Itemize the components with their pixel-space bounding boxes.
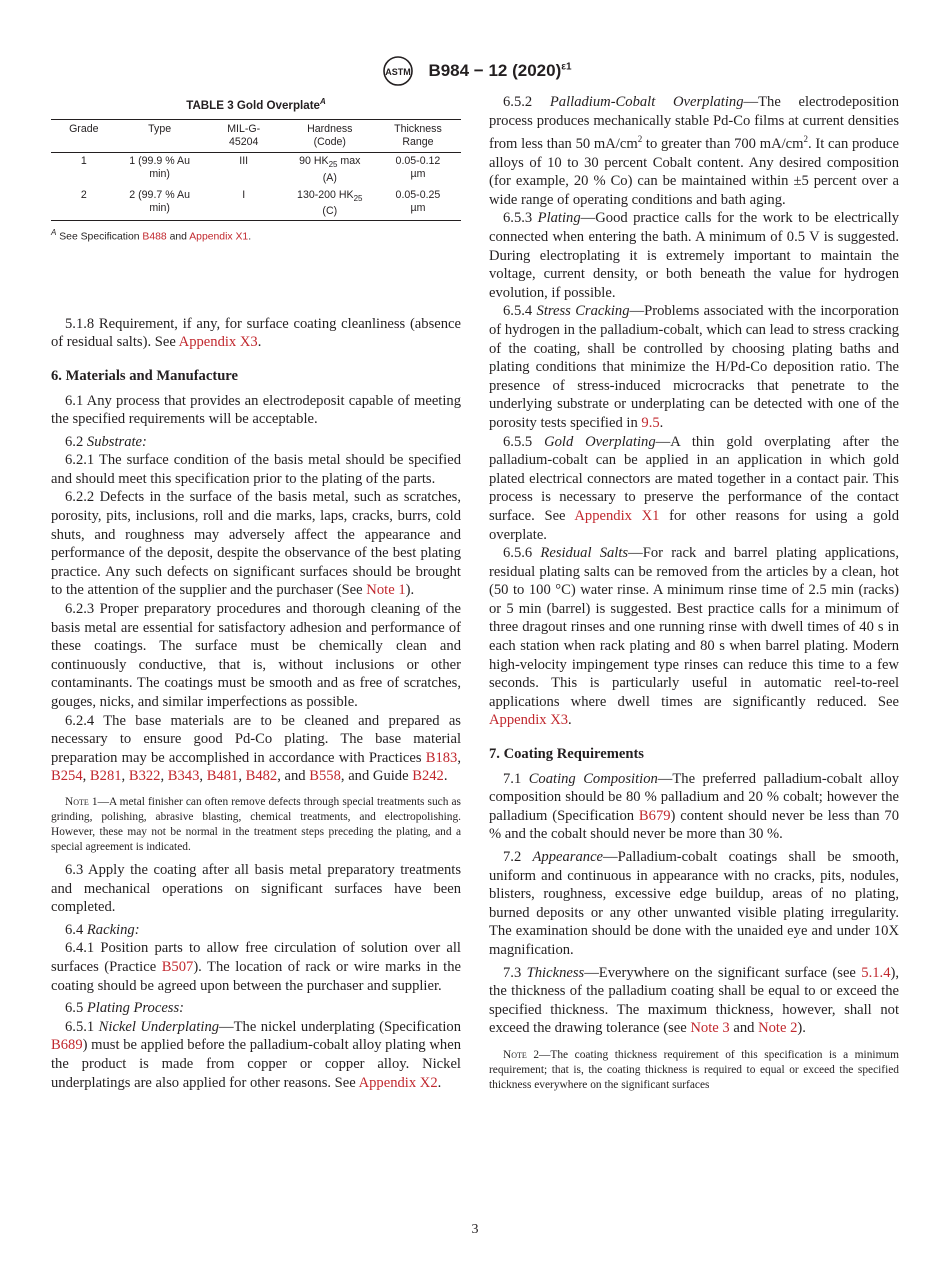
link-b242[interactable]: B242 xyxy=(412,768,444,785)
para-6-2-3: 6.2.3 Proper preparatory procedures and thorough cleaning of the basis metal are essential for satisfactory adhesion and performance of these coatings. The surface must be chemically clean and continuously conductive, that is, without inclusions or other contaminants. The coatings must be smooth and as free of scratches, gouges, nicks, and similar imperfections as possible. xyxy=(51,601,461,711)
cell-thickness: 0.05-0.12 µm xyxy=(395,155,441,181)
col-header-thickness: Thickness Range xyxy=(394,123,442,149)
col-header-type: Type xyxy=(148,123,172,136)
link-appendix-x1[interactable]: Appendix X1 xyxy=(189,231,249,243)
link-b281[interactable]: B281 xyxy=(89,768,122,785)
astm-logo-icon xyxy=(378,55,418,87)
left-column xyxy=(51,93,461,1092)
para-6-2-2: 6.2.2 Defects in the surface of the basis metal, such as scratches, porosity, pits, inclusions, roll and die marks, laps, cracks, burrs, cold shuts, and roughness may adversely affect the appearance and performance of the deposit, despite the observance of the best plating practice. Any such defects on significant surfaces should be brought to the attention of the supplier and the purchaser (See Note 1). xyxy=(51,489,461,599)
para-6-2-1: 6.2.1 The surface condition of the basis metal should be specified and should meet this specification prior to the plating of the parts. xyxy=(51,452,461,487)
para-6-5-2: 6.5.2 Palladium-Cobalt Overplating—The electrodeposition process produces mechanically stable Pd-Co films at current densities from less than 50 $mA/cm^2$ to greater than 700 $mA/cm^2$. It can produce alloys of 10 to 30 percent Cobalt content. Any desired composition (for example, 20 % Co) can be maintained within ±5 percent over a wide range of operating conditions and bath aging. xyxy=(489,94,900,208)
right-column xyxy=(489,93,899,1093)
link-appendix-x2[interactable]: Appendix X2 xyxy=(358,1074,438,1091)
link-b679[interactable]: B679 xyxy=(638,807,671,824)
cell-hardness: 90 $HK_{25}$ max (A) xyxy=(299,155,361,184)
table-row xyxy=(51,153,461,187)
para-6-4: 6.4 Racking: xyxy=(65,921,140,938)
svg-text:ASTM: ASTM xyxy=(385,67,412,77)
link-b343[interactable]: B343 xyxy=(167,768,200,785)
link-b689[interactable]: B689 xyxy=(51,1037,83,1054)
note-2: Note 2—The coating thickness requirement of this specification is a minimum requirement; that is, the coating thickness is required to equal or exceed the specified thickness everywhere on the significant surfaces xyxy=(489,1048,899,1091)
para-6-4-1: 6.4.1 Position parts to allow free circulation of solution over all surfaces (Practice B507). The location of rack or wire marks in the coating should be agreed upon between the purchaser and supplier. xyxy=(51,940,462,994)
para-6-5-1: 6.5.1 Nickel Underplating—The nickel underplating (Specification B689) must be applied before the palladium-cobalt alloy plating when the product is made from copper or copper alloy. Nickel underplatings are also applied for other reasons. See Appendix X2. xyxy=(51,1018,461,1091)
para-5-1-8: 5.1.8 Requirement, if any, for surface coating cleanliness (absence of residual salts). See Appendix X3. xyxy=(51,315,461,351)
link-note-2[interactable]: Note 2 xyxy=(758,1020,798,1037)
link-b183[interactable]: B183 xyxy=(425,749,458,766)
para-6-5-5: 6.5.5 Gold Overplating—A thin gold overplating after the palladium-cobalt can be applied in an application in which gold plated electrical connectors are mated together in a contact pair. This process is necessary to preserve the performance of the contact surface. See Appendix X1 for other reasons for using a gold overplate. xyxy=(489,433,900,543)
link-5-1-4[interactable]: 5.1.4 xyxy=(861,964,891,981)
table-3 xyxy=(51,93,461,247)
cell-type: 2 (99.7 % Au min) xyxy=(129,188,190,214)
para-6-5-6: 6.5.6 Residual Salts—For rack and barrel plating applications, residual plating salts can be removed from the articles by a clean, hot (50 to 100 °C) water rinse. A minimum rinse time of 2.5 min (racks) or 5 min (barrel) is suggested. Best practice calls for a minimum of three dragout rinses and one running rinse with dwell times of 40 s in each station when rack plating and 80 s when barrel plating. Modern high-velocity impingement type rinses can reduce this time to a few seconds. This is particularly useful in automatic reel-to-reel applications where dwell times are significantly reduced. See Appendix X3. xyxy=(489,545,900,729)
section-6-heading: 6. Materials and Manufacture xyxy=(51,367,238,384)
link-b322[interactable]: B322 xyxy=(128,768,161,785)
link-appendix-x3[interactable]: Appendix X3 xyxy=(178,334,258,351)
link-b254[interactable]: B254 xyxy=(51,768,83,785)
para-6-2: 6.2 Substrate: xyxy=(65,433,147,450)
gold-overplate-table xyxy=(51,119,461,220)
para-6-5-4: 6.5.4 Stress Cracking—Problems associated with the incorporation of hydrogen in the palladium-cobalt, which can lead to stress cracking of the coating, shall be controlled by choosing plating baths and plating conditions that minimize the H/Pd-Co deposition ratio. The presence of stress-induced microcracks that penetrate to the underlying substrate or underplating can be detected with one of the porosity tests specified in 9.5. xyxy=(489,303,899,431)
page-number: 3 xyxy=(471,1222,479,1237)
table-row xyxy=(51,187,461,221)
para-6-5-3: 6.5.3 Plating—Good practice calls for the work to be electrically connected when entering the bath. A minimum of 0.5 V is suggested. During electroplating it is extremely important to maintain the voltage, current density, or both beneath the value for hydrogen evolution, if possible. xyxy=(489,210,899,301)
para-7-3: 7.3 Thickness—Everywhere on the significant surface (see 5.1.4), the thickness of the palladium coating shall be equal to or exceed the specified thickness. The maximum thickness, however, shall not exceed the drawing tolerance (see Note 3 and Note 2). xyxy=(489,964,899,1037)
link-b488[interactable]: B488 xyxy=(142,231,167,243)
note-1: Note 1—A metal finisher can often remove defects through special treatments such as grinding, polishing, abrasive blasting, chemical treatments, and electropolishing. However, these may not be normal in the treatment steps preceding the plating, and a special agreement is indicated. xyxy=(51,795,461,853)
para-6-5: 6.5 Plating Process: xyxy=(65,1000,185,1017)
link-appendix-x1-b[interactable]: Appendix X1 xyxy=(574,507,660,524)
table-header-row xyxy=(51,120,461,153)
link-note-3[interactable]: Note 3 xyxy=(690,1020,730,1037)
link-b482[interactable]: B482 xyxy=(245,768,278,785)
para-6-3: 6.3 Apply the coating after all basis metal preparatory treatments and mechanical operations on significant surfaces have been completed. xyxy=(51,861,461,916)
para-7-1: 7.1 Coating Composition—The preferred palladium-cobalt alloy composition should be 80 % palladium and 20 % cobalt; however the palladium (Specification B679) content should never be less than 70 % and the cobalt should never be more than 30 %. xyxy=(489,770,900,843)
para-7-2: 7.2 Appearance—Palladium-cobalt coatings shall be smooth, uniform and continuous in appearance with no cracks, pits, nodules, blisters, roughness, excessive edge buildup, areas of no plating, burned deposits or any other unwanted visible plating irregularity. The examination should be done with the unaided eye and under 10X magnification. xyxy=(489,849,899,958)
cell-mil: I xyxy=(242,188,246,201)
para-6-2-4: 6.2.4 The base materials are to be cleaned and prepared as necessary to ensure good Pd-Co plating. The base material preparation may be accomplished in accordance with Practices B183, B254, B281, B322, B343, B481, B482, and B558, and Guide B242. xyxy=(51,712,461,785)
cell-thickness: 0.05-0.25 µm xyxy=(395,188,441,214)
table-footnote: $^A$ See Specification B488 and Appendix X1. xyxy=(51,227,252,243)
col-header-hardness: Hardness (Code) xyxy=(307,123,353,149)
cell-grade: 1 xyxy=(80,155,87,168)
link-appendix-x3-b[interactable]: Appendix X3 xyxy=(489,712,569,729)
link-b558[interactable]: B558 xyxy=(309,768,341,785)
cell-mil: III xyxy=(239,155,249,168)
link-b507[interactable]: B507 xyxy=(161,958,194,975)
para-6-1: 6.1 Any process that provides an electrodeposit capable of meeting the specified requirements will be acceptable. xyxy=(51,392,461,428)
document-designation: B984 − 12 $(2020)^{\varepsilon 1}$ xyxy=(428,61,572,80)
section-7-heading: 7. Coating Requirements xyxy=(489,746,644,763)
link-note-1[interactable]: Note 1 xyxy=(366,582,406,599)
table-3-title: TABLE 3 Gold Overplate$^A$ xyxy=(186,97,326,112)
cell-type: 1 (99.9 % Au min) xyxy=(129,155,190,181)
cell-grade: 2 xyxy=(80,188,87,201)
link-b481[interactable]: B481 xyxy=(206,768,239,785)
link-9-5[interactable]: 9.5 xyxy=(641,414,660,431)
col-header-grade: Grade xyxy=(69,123,99,136)
cell-hardness: 130-200 $HK_{25}$ (C) xyxy=(297,188,363,217)
col-header-mil: MIL-G-45204 xyxy=(227,123,261,149)
page-header xyxy=(0,55,950,87)
